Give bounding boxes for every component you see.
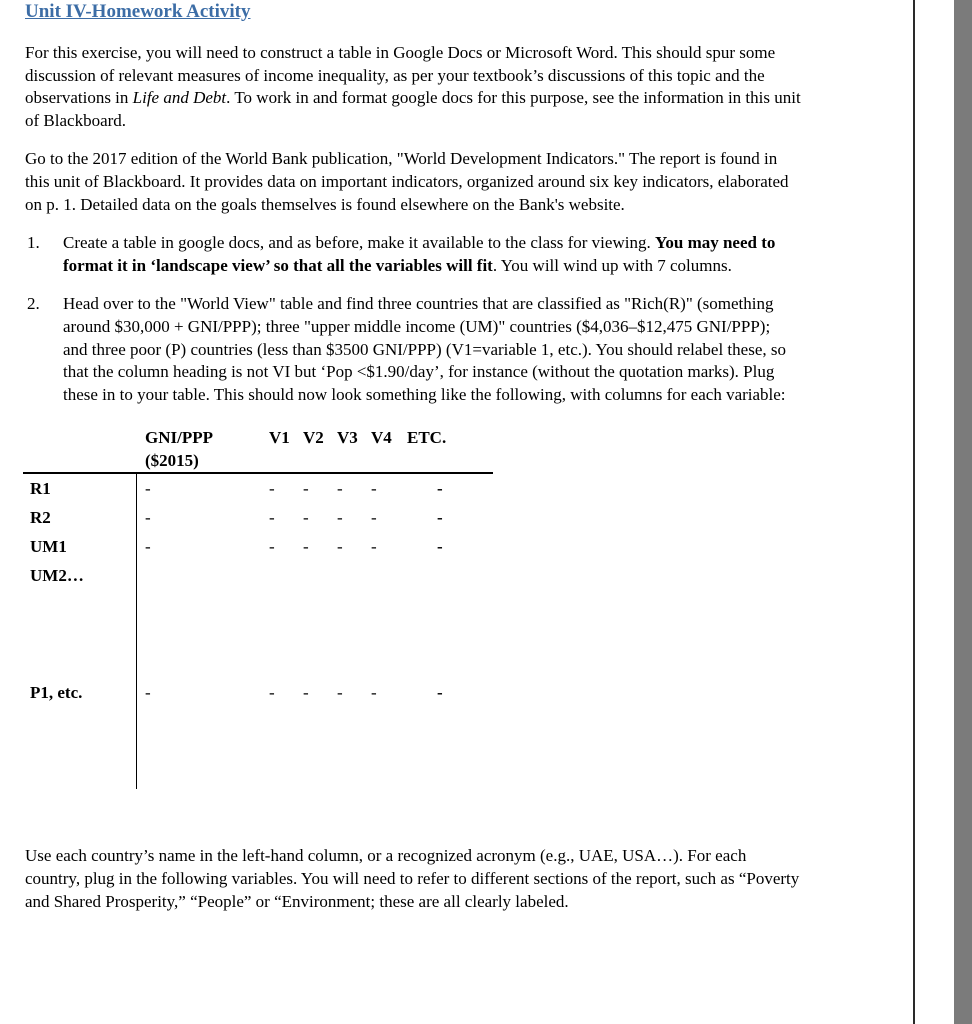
v2-header: V2 <box>303 428 324 448</box>
table-row <box>23 503 493 532</box>
etc-cell: - <box>437 507 443 527</box>
etc-cell: - <box>437 682 443 702</box>
etc-header: ETC. <box>407 428 447 448</box>
v1-header: V1 <box>269 428 290 448</box>
intro-text-before: For this exercise, you will need to construct a table in Google Docs or Microsoft Word. This should spur some discussion of relevant measures of income inequality, as per your textbook’s discussions of this topic and the observations in <box>25 43 776 108</box>
page-right-border <box>913 0 915 1024</box>
v1-cell: - <box>269 478 275 498</box>
v3-cell: - <box>337 682 343 702</box>
v3-cell: - <box>337 507 343 527</box>
intro-text-after: . To work in and format google docs for this purpose, see the information in this unit of Blackboard. <box>25 88 801 130</box>
page-title: Unit IV-Homework Activity <box>25 1 251 22</box>
gni-cell: - <box>145 507 151 527</box>
book-title-italic: Life and Debt <box>132 88 227 108</box>
table-row <box>23 678 493 707</box>
v4-cell: - <box>371 507 377 527</box>
gni-cell: - <box>145 478 151 498</box>
row-label: UM2… <box>30 565 84 585</box>
list-number-1: 1. <box>27 233 40 253</box>
row-label: R1 <box>30 478 51 498</box>
list-item-2-text: Head over to the "World View" table and find three countries that are classified as "Rich(R)" (something around $30,000 + GNI/PPP); three "upper middle income (UM)" countries ($4,036–$12,475 GNI/PPP); and three poor (P) countries (less than $3500 GNI/PPP) (V1=variable 1, etc.). You should relabel these, so that the column heading is not VI but ‘Pop <$1.90/day’, for instance (without the quotation marks). Plug these in to your table. This should now look something like the following, with columns for each variable: <box>63 294 786 404</box>
gni-header-line1: GNI/PPP <box>145 428 213 448</box>
sample-table <box>23 426 493 789</box>
v4-cell: - <box>371 682 377 702</box>
v3-header: V3 <box>337 428 358 448</box>
v2-cell: - <box>303 682 309 702</box>
etc-cell: - <box>437 478 443 498</box>
table-row <box>23 561 493 590</box>
gni-header-cell <box>136 426 262 472</box>
v2-cell: - <box>303 507 309 527</box>
v3-cell: - <box>337 478 343 498</box>
v3-cell: - <box>337 536 343 556</box>
row-label: P1, etc. <box>30 682 83 702</box>
list-item-1 <box>27 232 913 277</box>
item1-bold-text: You may need to format it in ‘landscape view’ so that all the variables will fit <box>63 233 776 275</box>
worldbank-paragraph: Go to the 2017 edition of the World Bank publication, "World Development Indicators." The report is found in this unit of Blackboard. It provides data on important indicators, organized around six key indicators, elaborated on p. 1. Detailed data on the goals themselves is found elsewhere on the Bank's website. <box>25 149 789 214</box>
item1-text-after: . You will wind up with 7 columns. <box>492 255 732 275</box>
row-label: R2 <box>30 507 51 527</box>
gni-cell: - <box>145 682 151 702</box>
table-body <box>23 472 493 789</box>
v1-cell: - <box>269 507 275 527</box>
gni-cell: - <box>145 536 151 556</box>
list-number-2: 2. <box>27 294 40 314</box>
row-label: UM1 <box>30 536 67 556</box>
etc-cell: - <box>437 536 443 556</box>
table-empty-space <box>23 590 493 678</box>
v4-cell: - <box>371 478 377 498</box>
item1-text-before: Create a table in google docs, and as before, make it available to the class for viewing. <box>63 233 655 253</box>
table-row <box>23 532 493 561</box>
list-item-1-text <box>63 232 790 277</box>
v2-cell: - <box>303 536 309 556</box>
intro-paragraph <box>25 42 805 132</box>
v1-cell: - <box>269 536 275 556</box>
closing-paragraph: Use each country’s name in the left-hand column, or a recognized acronym (e.g., UAE, USA…). For each country, plug in the following variables. You will need to refer to different sections of the report, such as “Poverty and Shared Prosperity,” “People” or “Environment; these are all clearly labeled. <box>25 846 800 911</box>
v4-header: V4 <box>371 428 392 448</box>
gni-header-line2: ($2015) <box>145 451 199 471</box>
table-header-row <box>23 426 493 472</box>
right-gutter <box>954 0 972 1024</box>
v4-cell: - <box>371 536 377 556</box>
list-item-2 <box>27 293 913 406</box>
table-row <box>23 474 493 503</box>
v1-cell: - <box>269 682 275 702</box>
v2-cell: - <box>303 478 309 498</box>
